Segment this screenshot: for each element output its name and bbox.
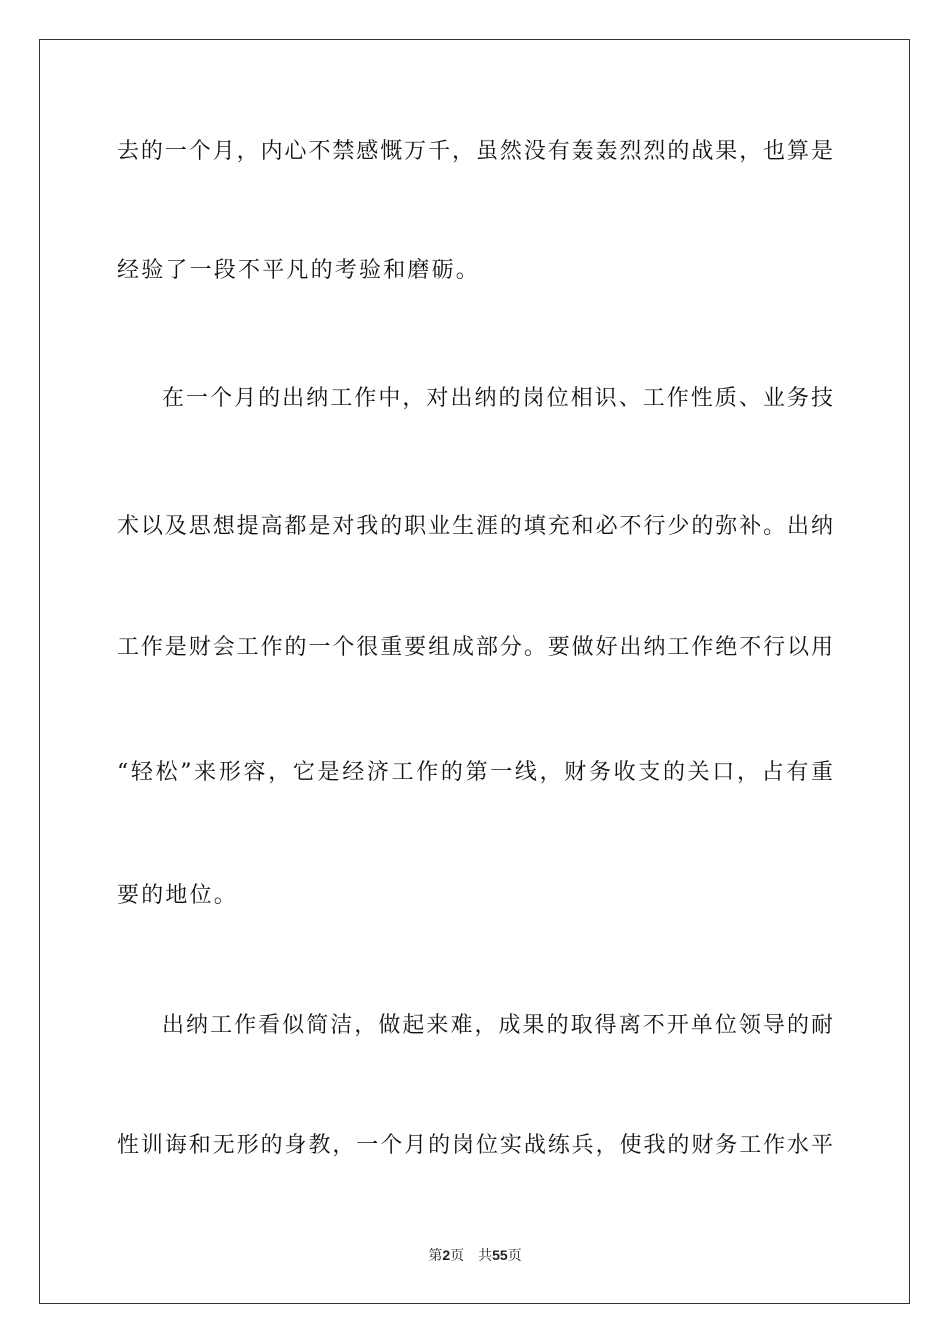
text-line-3: 在一个月的出纳工作中，对出纳的岗位相识、工作性质、业务技 bbox=[162, 386, 833, 411]
total-prefix: 共 bbox=[478, 1248, 493, 1264]
text-line-1: 去的一个月，内心不禁感慨万千，虽然没有轰轰烈烈的战果，也算是 bbox=[117, 139, 833, 164]
text-line-4: 术以及思想提高都是对我的职业生涯的填充和必不行少的弥补。出纳 bbox=[117, 514, 833, 539]
page-footer bbox=[0, 1245, 950, 1266]
page-number: 2 bbox=[442, 1247, 451, 1263]
page-border bbox=[39, 39, 910, 1304]
page-suffix: 页 bbox=[450, 1248, 465, 1264]
text-line-5: 工作是财会工作的一个很重要组成部分。要做好出纳工作绝不行以用 bbox=[117, 635, 833, 660]
total-suffix: 页 bbox=[507, 1248, 522, 1264]
text-line-6: “轻松”来形容，它是经济工作的第一线，财务收支的关口，占有重 bbox=[117, 760, 833, 785]
text-line-7: 要的地位。 bbox=[117, 883, 239, 908]
page-prefix: 第 bbox=[428, 1248, 443, 1264]
total-pages: 55 bbox=[492, 1247, 508, 1263]
text-line-8: 出纳工作看似简洁，做起来难，成果的取得离不开单位领导的耐 bbox=[162, 1013, 833, 1038]
text-line-9: 性训诲和无形的身教，一个月的岗位实战练兵，使我的财务工作水平 bbox=[117, 1133, 833, 1158]
text-line-2: 经验了一段不平凡的考验和磨砺。 bbox=[117, 258, 481, 283]
